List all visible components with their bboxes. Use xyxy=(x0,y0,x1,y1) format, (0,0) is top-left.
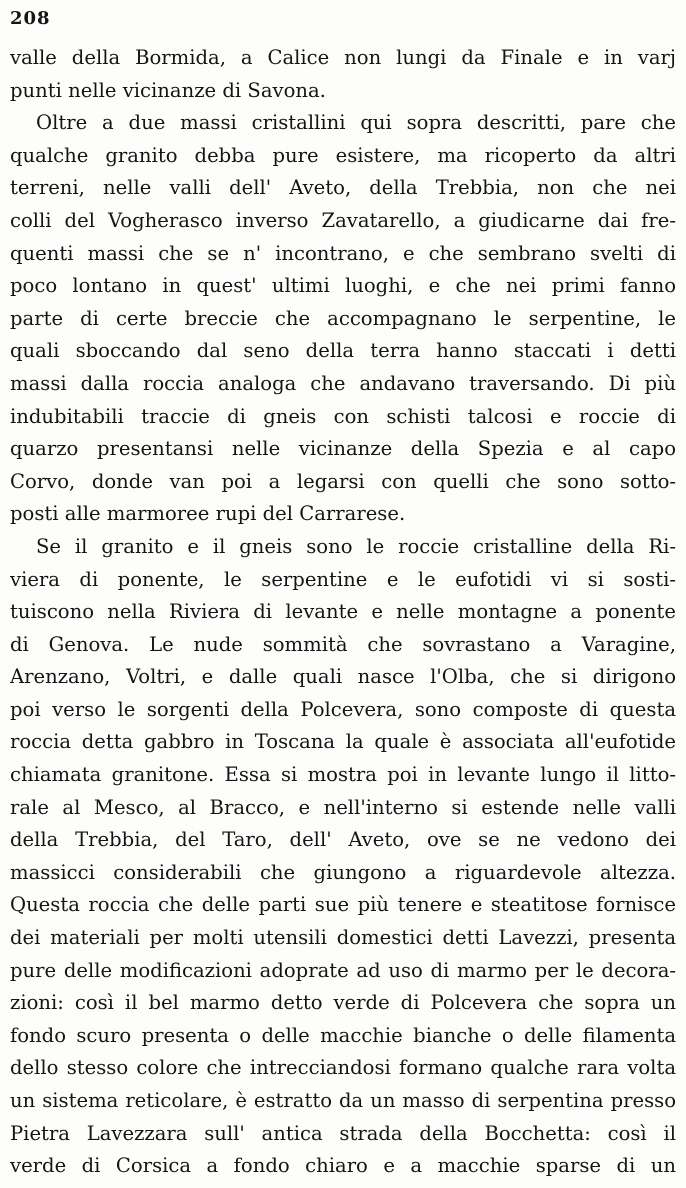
text-line: Pietra Lavezzara sull' antica strada della Bocchetta: così il xyxy=(10,1121,676,1145)
paragraph-start-line: Oltre a due massi cristallini qui sopra descritti, pare che xyxy=(36,111,676,135)
text-line: dello stesso colore che intrecciandosi formano qualche rara volta xyxy=(10,1056,676,1080)
text-line: qualche granito debba pure esistere, ma ricoperto da altri xyxy=(10,143,676,167)
text-line: valle della Bormida, a Calice non lungi da Finale e in varj xyxy=(10,46,676,69)
text-line: verde di Corsica a fondo chiaro e a macchie sparse di un xyxy=(10,1154,676,1178)
text-line: massicci considerabili che giungono a riguardevole altezza. xyxy=(10,860,676,884)
text-line: punti nelle vicinanze di Savona. xyxy=(10,78,326,102)
text-line: terreni, nelle valli dell' Aveto, della Trebbia, non che nei xyxy=(10,176,676,200)
text-line: chiamata granitone. Essa si mostra poi in levante lungo il litto- xyxy=(10,763,676,787)
text-line: rale al Mesco, al Bracco, e nell'interno si estende nelle valli xyxy=(10,795,676,819)
text-line: Questa roccia che delle parti sue più tenere e steatitose fornisce xyxy=(10,893,676,917)
text-line: della Trebbia, del Taro, dell' Aveto, ove se ne vedono dei xyxy=(10,828,676,852)
text-line: colli del Vogherasco inverso Zavatarello, a giudicarne dai fre- xyxy=(10,208,676,232)
text-line: indubitabili traccie di gneis con schisti talcosi e roccie di xyxy=(10,404,676,428)
text-line: di Genova. Le nude sommità che sovrastano a Varagine, xyxy=(10,632,676,656)
text-line: un sistema reticolare, è estratto da un masso di serpentina presso xyxy=(10,1089,676,1112)
text-line: Arenzano, Voltri, e dalle quali nasce l'Olba, che si dirigono xyxy=(10,665,676,689)
text-line: viera di ponente, le serpentine e le eufotidi vi si sosti- xyxy=(10,567,676,591)
text-line: massi dalla roccia analoga che andavano traversando. Di più xyxy=(10,371,676,395)
text-line: roccia detta gabbro in Toscana la quale è associata all'eufotide xyxy=(10,730,676,754)
paragraph-start-line: Se il granito e il gneis sono le roccie cristalline della Ri- xyxy=(36,534,676,558)
text-line: quarzo presentansi nelle vicinanze della Spezia e al capo xyxy=(10,437,676,461)
text-line: poco lontano in quest' ultimi luoghi, e che nei primi fanno xyxy=(10,274,676,298)
text-line: quali sboccando dal seno della terra hanno staccati i detti xyxy=(10,339,676,363)
text-line: pure delle modificazioni adoprate ad uso di marmo per le decora- xyxy=(10,958,676,982)
text-line: dei materiali per molti utensili domestici detti Lavezzi, presenta xyxy=(10,926,676,950)
text-line: Corvo, donde van poi a legarsi con quelli che sono sotto- xyxy=(10,469,676,493)
text-line: fondo scuro presenta o delle macchie bianche o delle filamenta xyxy=(10,1023,676,1047)
text-line: zioni: così il bel marmo detto verde di Polcevera che sopra un xyxy=(10,991,676,1015)
text-line: quenti massi che se n' incontrano, e che sembrano svelti di xyxy=(10,241,676,265)
text-line: poi verso le sorgenti della Polcevera, sono composte di questa xyxy=(10,697,676,721)
text-line: tuiscono nella Riviera di levante e nelle montagne a ponente xyxy=(10,600,676,624)
page-number: 208 xyxy=(10,8,51,29)
body-text xyxy=(10,42,676,1183)
text-line: posti alle marmoree rupi del Carrarese. xyxy=(10,502,406,526)
text-line: parte di certe breccie che accompagnano le serpentine, le xyxy=(10,306,676,330)
